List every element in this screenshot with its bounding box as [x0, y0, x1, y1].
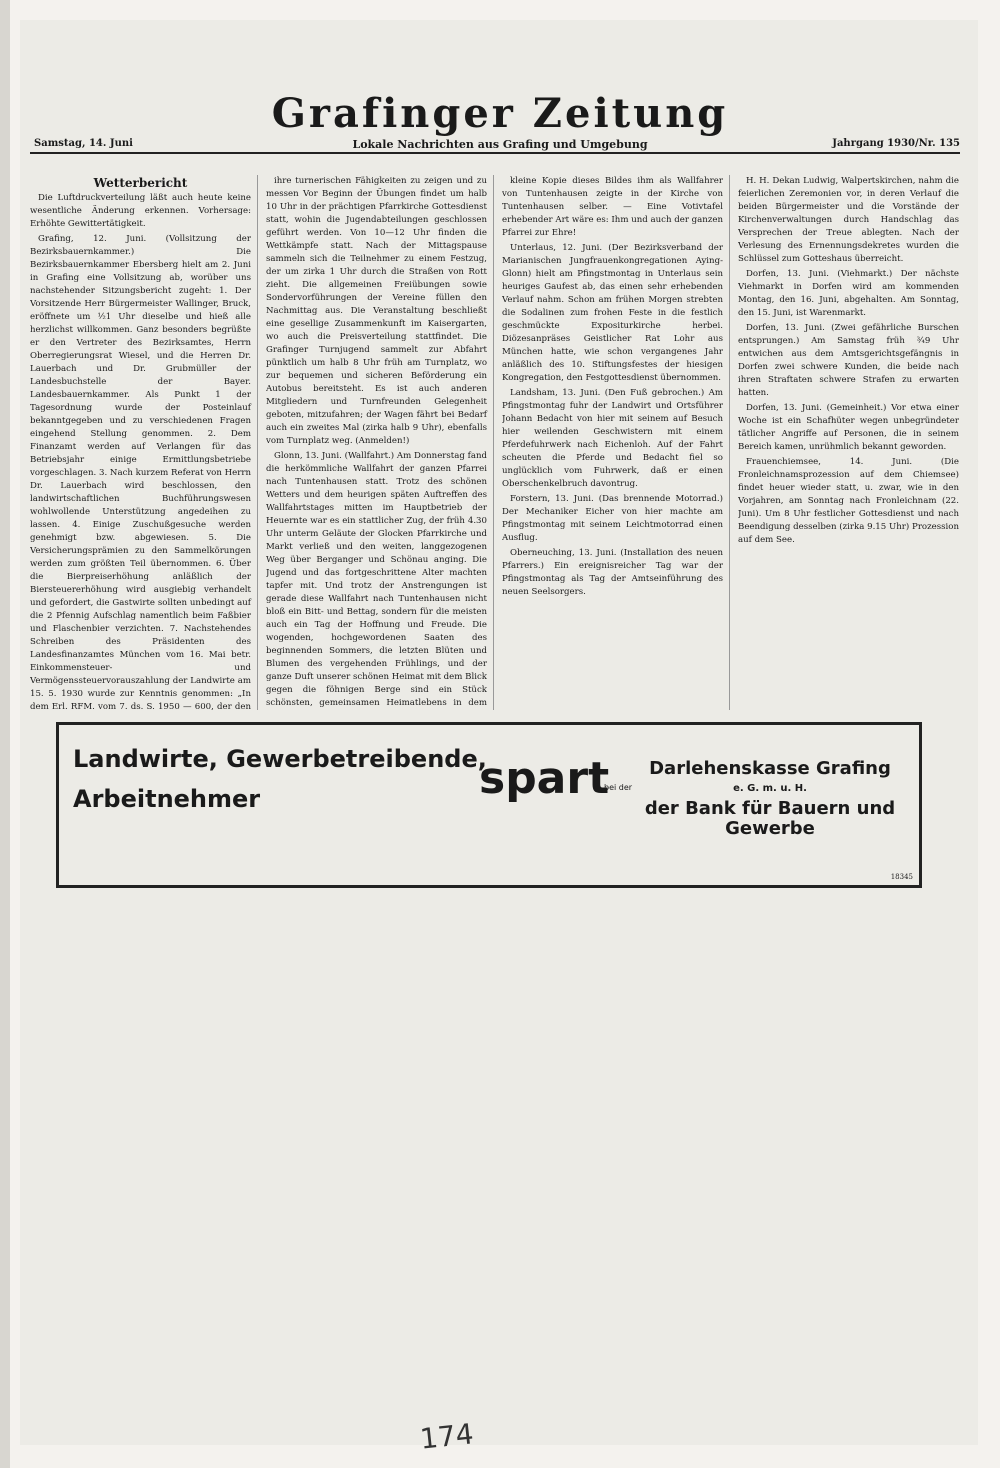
scan-edge	[0, 0, 10, 1468]
paragraph: Die Luftdruckverteilung läßt auch heute keine wesentliche Änderung erkennen. Vorhersage: Erhöhte Gewittertätigkeit.	[30, 193, 251, 229]
paragraph: Landsham, 13. Juni. (Den Fuß gebrochen.) Am Pfingstmontag fuhr der Landwirt und Ortsführer Johann Bedacht von hier mit seinem auf Besuch hier weilenden Geschwistern mit einem Pferdefuhrwerk nach Eichenloh. Auf der Fahrt scheuten die Pferde und Bedacht fiel so unglücklich vom Fuhrwerk, daß er einen Oberschenkelbruch davontrug.	[502, 388, 723, 489]
ad-bank-line2: e. G. m. u. H.	[733, 783, 807, 794]
ad-bank-line1: Darlehenskasse Grafing	[649, 758, 891, 779]
paragraph: Unterlaus, 12. Juni. (Der Bezirksverband der Marianischen Jungfrauenkongregationen Aying-Glonn) hielt am Pfingstmontag in Unterlaus sein heuriges Gaufest ab, das einen sehr erhebenden Verlauf nahm. Schon am frühen Morgen strebten die Sodalinen zum frohen Feste in die festlich geschmückte Expositurkirche herbei. Diözesanpräses Geistlicher Rat Lohr aus München hatte, wie schon vergangenes Jahr anläßlich des 10. Stiftungsfestes der hiesigen Kongregation, den Festgottesdienst übernommen.	[502, 243, 723, 383]
column-1	[30, 175, 258, 710]
ad-bei-der: bei der	[604, 783, 633, 792]
ad-code: 18345	[890, 873, 913, 881]
paragraph: Grafing, 12. Juni. (Vollsitzung der Bezirksbauernkammer.) Die Bezirksbauernkammer Ebersberg hielt am 2. Juni in Grafing eine Vollsitzung ab, worüber uns nachstehender Sitzungsbericht zugeht: 1. Der Vorsitzende Herr Bürgermeister Wallinger, Bruck, eröffnete um ½1 Uhr dieselbe und hieß alle herzlichst willkommen. Ganz besonders begrüßte er den Vertreter des Bezirksamtes, Herrn Oberregierungsrat Wiesel, und die Herren Dr. Lauerbach und Dr. Grubmüller der Landesbuchstelle der Bayer. Landesbauernkammer. Als Punkt 1 der Tagesordnung wurde der Posteinlauf bekanntgegeben und zu verschiedenen Fragen eingehend Stellung genommen. 2. Dem Finanzamt werden auf Verlangen für das Betriebsjahr einige Ermittlungsbetriebe vorgeschlagen. 3. Nach kurzem Referat von Herrn Dr. Lauerbach wird beschlossen, den landwirtschaftlichen Buchführungswesen wohlwollende Unterstützung angedeihen zu lassen. 4. Einige Zuschußgesuche werden genehmigt bzw. abgewiesen. 5. Die Versicherungsprämien zu den Sammelkörungen werden zum größten Teil übernommen. 6. Über die Bierpreiserhöhung anläßlich der Biersteuererhöhung wird ausgiebig verhandelt und gefordert, die Gastwirte sollten unbedingt auf die 2 Pfennig Aufschlag namentlich beim Faßbier und Flaschenbier verzichten. 7. Nachstehendes Schreiben des Präsidenten des Landesfinanzamtes München vom 16. Mai betr. Einkommensteuer- und Vermögenssteuervorauszahlung der Landwirte am 15. 5. 1930 wurde zur Kenntnis genommen: „In dem Erl. RFM. vom 7. ds. S. 1950 — 600, der den	[30, 234, 251, 710]
paragraph: Dorfen, 13. Juni. (Zwei gefährliche Burschen entsprungen.) Am Samstag früh ¾9 Uhr entwichen aus dem Amtsgerichtsgefängnis in Dorfen zwei schwere Kunden, die beide nach ihren Straftaten schwere Strafen zu erwarten hatten.	[738, 323, 959, 398]
ad-bank-line3: der Bank für Bauern und Gewerbe	[644, 798, 896, 839]
paragraph: Oberneuching, 13. Juni. (Installation des neuen Pfarrers.) Ein ereignisreicher Tag war der Pfingstmontag als Tag der Amtseinführung des neuen Seelsorgers.	[502, 548, 723, 597]
paragraph: kleine Kopie dieses Bildes ihm als Wallfahrer von Tuntenhausen zeigte in der Kirche von Tuntenhausen selber. — Eine Votivtafel erhebender Art wäre es: Ihm und auch der ganzen Pfarrei zur Ehre!	[502, 176, 723, 238]
masthead-rule	[30, 152, 960, 154]
newspaper-title: Grafinger Zeitung	[271, 90, 729, 137]
paragraph: Dorfen, 13. Juni. (Viehmarkt.) Der nächste Viehmarkt in Dorfen wird am kommenden Montag, den 16. Juni, abgehalten. Am Sonntag, den 15. Juni, ist Warenmarkt.	[738, 269, 959, 318]
bank-advertisement	[56, 722, 922, 888]
masthead	[20, 90, 980, 150]
weather-heading: Wetterbericht	[93, 176, 188, 190]
ad-headline-line2: Arbeitnehmer	[73, 785, 261, 813]
handwritten-page-number: 174	[418, 1417, 476, 1456]
ad-bank-name	[635, 759, 905, 839]
paragraph: ihre turnerischen Fähigkeiten zu zeigen und zu messen Vor Beginn der Übungen findet um halb 10 Uhr in der prächtigen Pfarrkirche Gottesdienst statt, wohin die Jugendabteilungen geschlossen geführt werden. Von 10—12 Uhr finden die Wettkämpfe statt. Nach der Mittagspause sammeln sich die Teilnehmer zu einem Festzug, der um zirka 1 Uhr durch die Straßen von Rott zieht. Die allgemeinen Freiübungen sowie Sondervorführungen der Vereine füllen den Nachmittag aus. Die Veranstaltung beschließt eine gesellige Zusammenkunft im Kaisergarten, wo auch die Preisverteilung stattfindet. Die Grafinger Turnjugend sammelt zur Abfahrt pünktlich um halb 8 Uhr früh am Turnplatz, wo zur bequemen und sicheren Beförderung ein Autobus bereitsteht. Es ist auch anderen Mitgliedern und Turnfreunden Gelegenheit geboten, mitzufahren; der Wagen fährt bei Bedarf auch ein zweites Mal (zirka halb 9 Uhr), ebenfalls vom Turnplatz weg. (Anmelden!)	[266, 176, 487, 446]
column-4	[738, 175, 965, 710]
issue-date: Samstag, 14. Juni	[34, 138, 133, 149]
ad-headline-line1: Landwirte, Gewerbetreibende,	[73, 745, 487, 773]
paragraph: Dorfen, 13. Juni. (Gemeinheit.) Vor etwa einer Woche ist ein Schafhüter wegen unbegründeter tätlicher Angriffe auf Personen, die in seinem Bereich kamen, unrühmlich bekannt geworden.	[738, 403, 959, 452]
newspaper-subtitle: Lokale Nachrichten aus Grafing und Umgebung	[352, 138, 648, 151]
ad-spart: spart	[479, 753, 610, 804]
article-columns	[30, 175, 965, 710]
paragraph: H. H. Dekan Ludwig, Walpertskirchen, nahm die feierlichen Zeremonien vor, in deren Verlauf die beiden Bürgermeister und die Vorstände der Kirchenverwaltungen durch Handschlag das Versprechen der Treue ablegten. Nach der Verlesung des Ernennungsdekretes wurden die Schlüssel zum Gotteshaus überreicht.	[738, 176, 959, 264]
paragraph: Glonn, 13. Juni. (Wallfahrt.) Am Donnerstag fand die herkömmliche Wallfahrt der ganzen Pfarrei nach Tuntenhausen statt. Trotz des schönen Wetters und dem heurigen späten Auftreffen des Wallfahrtstages mitten im Hauptbetrieb der Heuernte war es ein stattlicher Zug, der früh 4.30 Uhr unterm Geläute der Glocken Pfarrkirche und Markt verließ und den weiten, langgezogenen Weg über Berganger und Schönau anging. Die Jugend und das fortgeschrittene Alter machten tapfer mit. Und trotz der Anstrengungen ist gerade diese Wallfahrt nach Tuntenhausen nicht bloß ein Bitt- und Bettag, sondern für die meisten auch ein Tag der Hoffnung und Freude. Die wogenden, hochgewordenen Saaten des beginnenden Sommers, die letzten Blüten und Blumen des vergehenden Frühlings, und der ganze Duft unserer schönen Heimat mit dem Blick gegen die föhnigen Berge sind ein Stück schönsten, gemeinsamen Heimatlebens in dem	[266, 451, 487, 708]
column-3	[502, 175, 730, 710]
issue-number: Jahrgang 1930/Nr. 135	[832, 138, 960, 149]
paragraph: Forstern, 13. Juni. (Das brennende Motorrad.) Der Mechaniker Eicher von hier machte am Pfingstmontag mit seinem Leichtmotorrad einen Ausflug.	[502, 494, 723, 543]
ad-headline	[73, 739, 487, 819]
paragraph: Frauenchiemsee, 14. Juni. (Die Fronleichnamsprozession auf dem Chiemsee) findet heuer wieder statt, u. zwar, wie in den Vorjahren, am Sonntag nach Fronleichnam (22. Juni). Um 8 Uhr festlicher Gottesdienst und nach Beendigung desselben (zirka 9.15 Uhr) Prozession auf dem See.	[738, 457, 959, 545]
column-2	[266, 175, 494, 710]
